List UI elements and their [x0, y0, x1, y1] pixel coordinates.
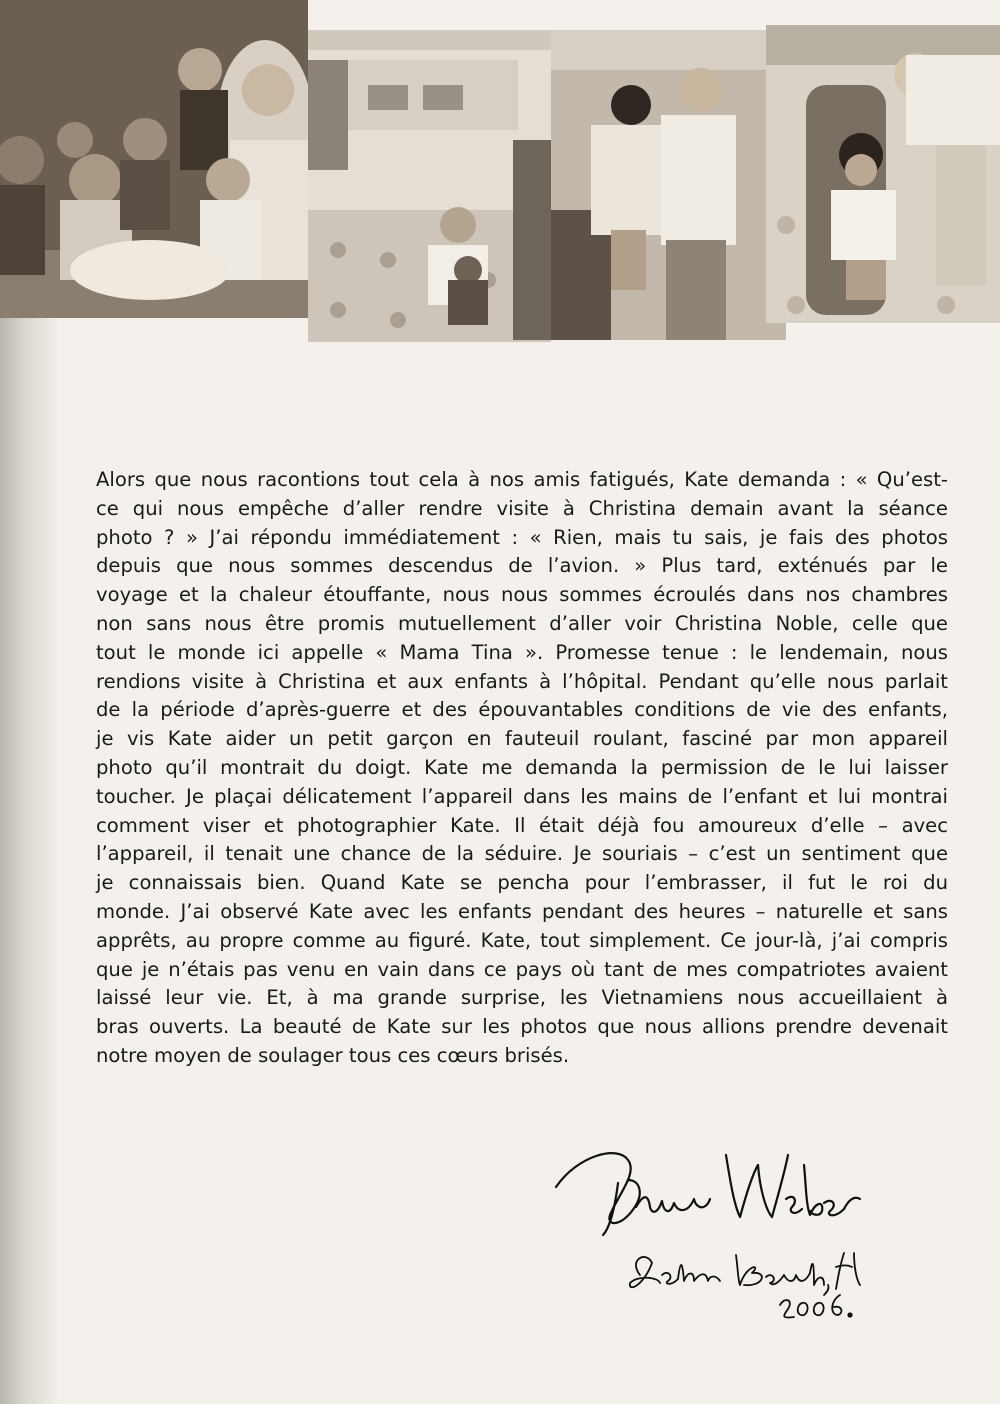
photo-1: [0, 0, 308, 318]
text-line: je vis Kate aider un petit garçon en fauteuil roulant, fasciné par mon appareil: [96, 727, 948, 751]
text-line: l’appareil, il tenait une chance de la séduire. Je souriais – c’est un sentiment que: [96, 842, 948, 866]
photo-4: [766, 25, 1000, 323]
text-line: apprêts, au propre comme au figuré. Kate, tout simplement. Ce jour-là, j’ai compris: [96, 928, 948, 952]
text-line: ce qui nous empêche d’aller rendre visite à Christina demain avant la séance: [96, 496, 948, 520]
text-line: tout le monde ici appelle « Mama Tina ». Promesse tenue : le lendemain, nous: [96, 640, 948, 664]
text-line: que je n’étais pas venu en vain dans ce pays où tant de mes compatriotes avaient: [96, 957, 948, 981]
text-line: photo qu’il montrait du doigt. Kate me demanda la permission de le lui laisser: [96, 755, 948, 779]
text-line: notre moyen de soulager tous ces cœurs brisés.: [96, 1043, 570, 1067]
photo-3: [551, 30, 786, 340]
body-text: [96, 466, 948, 1071]
text-line: laissé leur vie. Et, à ma grande surprise, les Vietnamiens nous accueillaient à: [96, 986, 948, 1010]
text-line: comment viser et photographier Kate. Il était déjà fou amoureux d’elle – avec: [96, 813, 948, 837]
text-line: Alors que nous racontions tout cela à nos amis fatigués, Kate demanda : « Qu’est-: [96, 468, 948, 491]
photo-strip: [0, 0, 1000, 345]
text-line: rendions visite à Christina et aux enfants à l’hôpital. Pendant qu’elle nous parlait: [96, 669, 948, 693]
text-line: bras ouverts. La beauté de Kate sur les photos que nous allions prendre devenait: [96, 1015, 948, 1039]
text-line: toucher. Je plaçai délicatement l’appareil dans les mains de l’enfant et lui montrai: [96, 784, 948, 808]
text-line: photo ? » J’ai répondu immédiatement : « Rien, mais tu sais, je fais des photos: [96, 525, 948, 549]
text-line: monde. J’ai observé Kate avec les enfants pendant des heures – naturelle et sans: [96, 899, 948, 923]
photo-2: [308, 30, 551, 342]
handwritten-signature: [548, 1135, 868, 1330]
text-line: je connaissais bien. Quand Kate se pencha pour l’embrasser, il fut le roi du: [96, 871, 948, 895]
text-line: de la période d’après-guerre et des épouvantables conditions de vie des enfants,: [96, 698, 948, 722]
text-line: voyage et la chaleur étouffante, nous nous sommes écroulés dans nos chambres: [96, 583, 948, 607]
text-line: depuis que nous sommes descendus de l’avion. » Plus tard, exténués par le: [96, 554, 948, 578]
text-line: non sans nous être promis mutuellement d’aller voir Christina Noble, celle que: [96, 611, 948, 635]
